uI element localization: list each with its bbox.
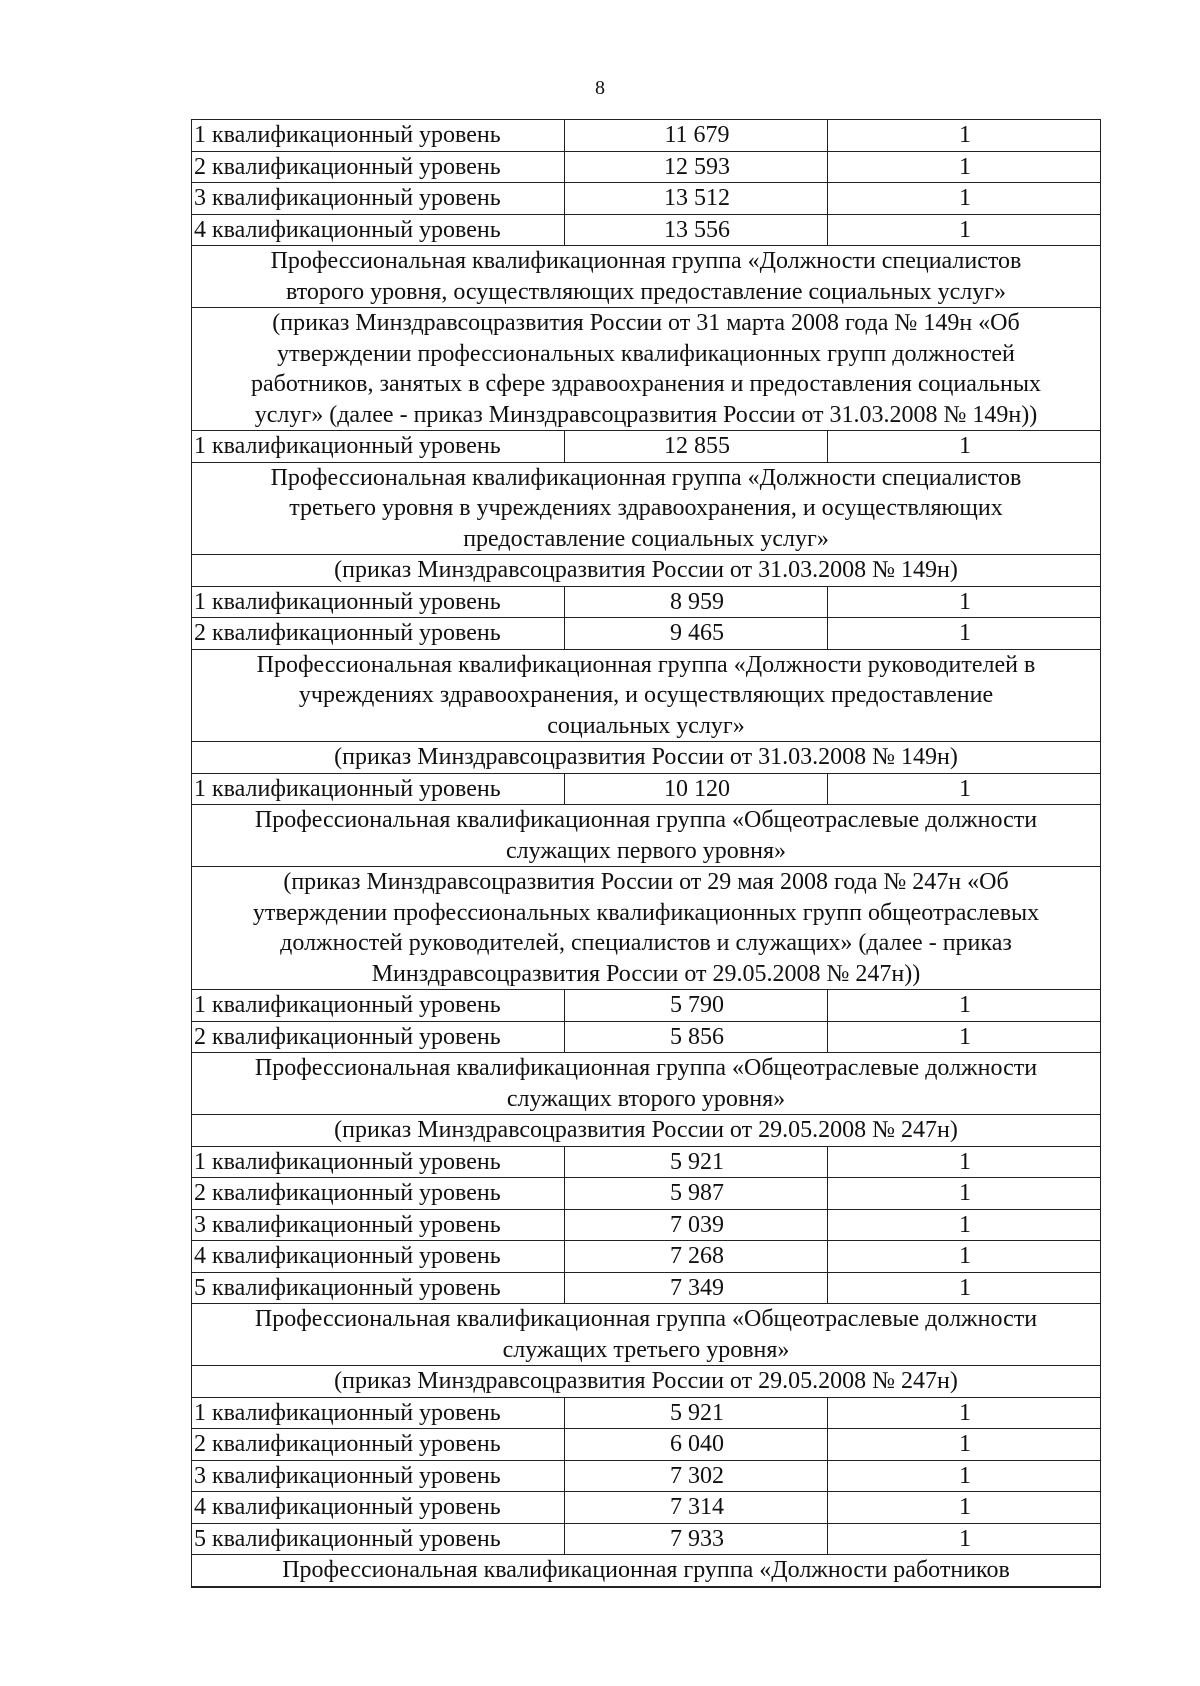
coefficient-cell: 1 bbox=[828, 1241, 1101, 1273]
group-heading bbox=[192, 462, 1101, 555]
salary-cell: 7 268 bbox=[565, 1241, 828, 1273]
salary-cell: 5 790 bbox=[565, 990, 828, 1022]
salary-cell: 10 120 bbox=[565, 773, 828, 805]
coefficient-cell: 1 bbox=[828, 1492, 1101, 1524]
table-row bbox=[192, 1272, 1101, 1304]
salary-cell: 6 040 bbox=[565, 1429, 828, 1461]
salary-cell: 13 556 bbox=[565, 214, 828, 246]
coefficient-cell: 1 bbox=[828, 773, 1101, 805]
coefficient-cell: 1 bbox=[828, 214, 1101, 246]
text-line: работников, занятых в сфере здравоохранения и предоставления социальных bbox=[251, 371, 1041, 397]
table-row bbox=[192, 1021, 1101, 1053]
order-reference-row bbox=[192, 867, 1101, 990]
order-reference-row bbox=[192, 1115, 1101, 1147]
level-cell: 4 квалификационный уровень bbox=[192, 1241, 565, 1273]
table-row bbox=[192, 1209, 1101, 1241]
text-line: третьего уровня в учреждениях здравоохранения, и осуществляющих bbox=[289, 495, 1003, 521]
coefficient-cell: 1 bbox=[828, 1460, 1101, 1492]
coefficient-cell: 1 bbox=[828, 431, 1101, 463]
salary-cell: 5 856 bbox=[565, 1021, 828, 1053]
text-line: должностей руководителей, специалистов и служащих» (далее - приказ bbox=[280, 930, 1012, 956]
text-line: утверждении профессиональных квалификационных групп общеотраслевых bbox=[252, 899, 1040, 926]
coefficient-cell: 1 bbox=[828, 1429, 1101, 1461]
text-line: предоставление социальных услуг» bbox=[463, 525, 829, 552]
salary-cell: 7 302 bbox=[565, 1460, 828, 1492]
text-line: служащих второго уровня» bbox=[506, 1085, 786, 1112]
group-heading bbox=[192, 1555, 1101, 1587]
table-row bbox=[192, 151, 1101, 183]
table-row bbox=[192, 183, 1101, 215]
group-heading-row bbox=[192, 1555, 1101, 1587]
level-cell: 2 квалификационный уровень bbox=[192, 1021, 565, 1053]
text-line: учреждениях здравоохранения, и осуществляющих предоставление bbox=[298, 682, 994, 708]
order-reference-row bbox=[192, 1366, 1101, 1398]
table-body bbox=[192, 120, 1101, 1587]
group-heading-row bbox=[192, 462, 1101, 555]
group-heading bbox=[192, 805, 1101, 867]
level-cell: 3 квалификационный уровень bbox=[192, 1209, 565, 1241]
table-row bbox=[192, 214, 1101, 246]
text-line: Профессиональная квалификационная группа «Должности работников bbox=[282, 1557, 1010, 1583]
text-line: Профессиональная квалификационная группа «Должности специалистов bbox=[270, 464, 1022, 491]
level-cell: 1 квалификационный уровень bbox=[192, 431, 565, 463]
order-reference bbox=[192, 742, 1101, 774]
coefficient-cell: 1 bbox=[828, 1178, 1101, 1210]
page-number: 8 bbox=[595, 77, 605, 99]
group-heading-row bbox=[192, 1053, 1101, 1115]
salary-cell: 7 933 bbox=[565, 1523, 828, 1555]
text-line: (приказ Минздравсоцразвития России от 29.05.2008 № 247н) bbox=[334, 1117, 958, 1143]
coefficient-cell: 1 bbox=[828, 1209, 1101, 1241]
level-cell: 1 квалификационный уровень bbox=[192, 990, 565, 1022]
order-reference bbox=[192, 1115, 1101, 1147]
text-line: Профессиональная квалификационная группа «Общеотраслевые должности bbox=[254, 1055, 1038, 1081]
level-cell: 4 квалификационный уровень bbox=[192, 214, 565, 246]
salary-cell: 13 512 bbox=[565, 183, 828, 215]
table-row bbox=[192, 120, 1101, 152]
table-row bbox=[192, 431, 1101, 463]
coefficient-cell: 1 bbox=[828, 1021, 1101, 1053]
salary-cell: 9 465 bbox=[565, 618, 828, 650]
table-row bbox=[192, 1146, 1101, 1178]
coefficient-cell: 1 bbox=[828, 990, 1101, 1022]
level-cell: 2 квалификационный уровень bbox=[192, 618, 565, 650]
table-row bbox=[192, 618, 1101, 650]
table-row bbox=[192, 1523, 1101, 1555]
text-line: утверждении профессиональных квалификационных групп должностей bbox=[277, 340, 1015, 367]
text-line: (приказ Минздравсоцразвития России от 29.05.2008 № 247н) bbox=[334, 1368, 958, 1394]
level-cell: 2 квалификационный уровень bbox=[192, 1429, 565, 1461]
order-reference bbox=[192, 555, 1101, 587]
group-heading bbox=[192, 1304, 1101, 1366]
salary-cell: 7 039 bbox=[565, 1209, 828, 1241]
text-line: (приказ Минздравсоцразвития России от 31.03.2008 № 149н) bbox=[334, 557, 958, 583]
table-row bbox=[192, 773, 1101, 805]
table-row bbox=[192, 1460, 1101, 1492]
coefficient-cell: 1 bbox=[828, 1272, 1101, 1304]
text-line: (приказ Минздравсоцразвития России от 31.03.2008 № 149н) bbox=[334, 744, 958, 770]
table-row bbox=[192, 586, 1101, 618]
text-line: Профессиональная квалификационная группа «Общеотраслевые должности bbox=[254, 1306, 1038, 1332]
salary-cell: 5 921 bbox=[565, 1397, 828, 1429]
level-cell: 3 квалификационный уровень bbox=[192, 183, 565, 215]
table-row bbox=[192, 1241, 1101, 1273]
level-cell: 5 квалификационный уровень bbox=[192, 1272, 565, 1304]
table-row bbox=[192, 1492, 1101, 1524]
text-line: служащих третьего уровня» bbox=[502, 1336, 790, 1363]
order-reference-row bbox=[192, 555, 1101, 587]
text-line: Минздравсоцразвития России от 29.05.2008 № 247н)) bbox=[371, 960, 921, 987]
order-reference-row bbox=[192, 742, 1101, 774]
text-line: (приказ Минздравсоцразвития России от 29 мая 2008 года № 247н «Об bbox=[283, 869, 1009, 895]
order-reference-row bbox=[192, 308, 1101, 431]
group-heading bbox=[192, 649, 1101, 742]
salary-cell: 12 593 bbox=[565, 151, 828, 183]
salary-cell: 11 679 bbox=[565, 120, 828, 152]
coefficient-cell: 1 bbox=[828, 618, 1101, 650]
coefficient-cell: 1 bbox=[828, 1523, 1101, 1555]
table-row bbox=[192, 1178, 1101, 1210]
level-cell: 1 квалификационный уровень bbox=[192, 120, 565, 152]
salary-cell: 5 987 bbox=[565, 1178, 828, 1210]
salary-cell: 5 921 bbox=[565, 1146, 828, 1178]
level-cell: 1 квалификационный уровень bbox=[192, 1146, 565, 1178]
order-reference bbox=[192, 308, 1101, 431]
level-cell: 4 квалификационный уровень bbox=[192, 1492, 565, 1524]
salary-cell: 12 855 bbox=[565, 431, 828, 463]
salary-cell: 8 959 bbox=[565, 586, 828, 618]
coefficient-cell: 1 bbox=[828, 151, 1101, 183]
text-line: социальных услуг» bbox=[547, 712, 745, 739]
group-heading-row bbox=[192, 1304, 1101, 1366]
level-cell: 2 квалификационный уровень bbox=[192, 1178, 565, 1210]
group-heading-row bbox=[192, 805, 1101, 867]
level-cell: 1 квалификационный уровень bbox=[192, 586, 565, 618]
group-heading bbox=[192, 246, 1101, 308]
group-heading bbox=[192, 1053, 1101, 1115]
text-line: служащих первого уровня» bbox=[506, 837, 786, 864]
text-line: (приказ Минздравсоцразвития России от 31 марта 2008 года № 149н «Об bbox=[272, 310, 1020, 336]
text-line: услуг» (далее - приказ Минздравсоцразвития России от 31.03.2008 № 149н)) bbox=[254, 401, 1038, 428]
level-cell: 2 квалификационный уровень bbox=[192, 151, 565, 183]
text-line: второго уровня, осуществляющих предоставление социальных услуг» bbox=[285, 278, 1007, 305]
level-cell: 1 квалификационный уровень bbox=[192, 773, 565, 805]
table-row bbox=[192, 1429, 1101, 1461]
level-cell: 5 квалификационный уровень bbox=[192, 1523, 565, 1555]
coefficient-cell: 1 bbox=[828, 586, 1101, 618]
text-line: Профессиональная квалификационная группа «Общеотраслевые должности bbox=[254, 807, 1038, 833]
level-cell: 1 квалификационный уровень bbox=[192, 1397, 565, 1429]
table-row bbox=[192, 990, 1101, 1022]
table-row bbox=[192, 1397, 1101, 1429]
coefficient-cell: 1 bbox=[828, 120, 1101, 152]
salary-cell: 7 349 bbox=[565, 1272, 828, 1304]
salary-table bbox=[191, 119, 1101, 1588]
order-reference bbox=[192, 1366, 1101, 1398]
salary-cell: 7 314 bbox=[565, 1492, 828, 1524]
group-heading-row bbox=[192, 246, 1101, 308]
coefficient-cell: 1 bbox=[828, 1146, 1101, 1178]
text-line: Профессиональная квалификационная группа «Должности руководителей в bbox=[256, 651, 1036, 678]
coefficient-cell: 1 bbox=[828, 1397, 1101, 1429]
coefficient-cell: 1 bbox=[828, 183, 1101, 215]
order-reference bbox=[192, 867, 1101, 990]
text-line: Профессиональная квалификационная группа «Должности специалистов bbox=[270, 248, 1022, 274]
group-heading-row bbox=[192, 649, 1101, 742]
level-cell: 3 квалификационный уровень bbox=[192, 1460, 565, 1492]
